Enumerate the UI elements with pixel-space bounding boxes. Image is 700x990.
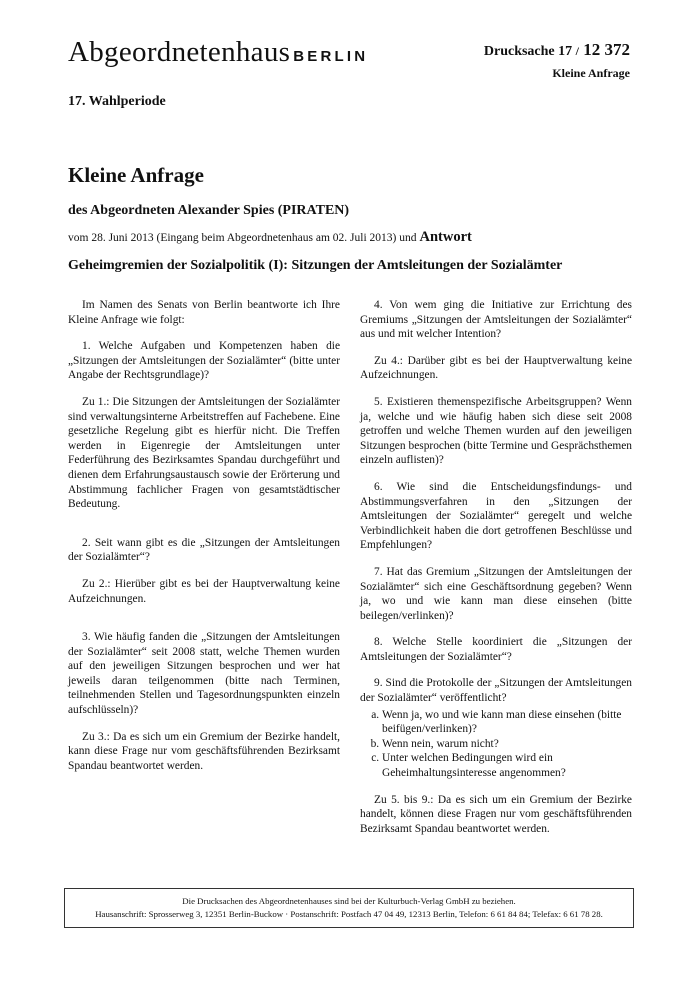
question-2: 2. Seit wann gibt es die „Sitzungen der Amtsleitungen der Sozialämter“? [68,536,340,564]
wahlperiode: 17. Wahlperiode [68,94,166,109]
page-title: Kleine Anfrage [68,163,204,187]
logo-main: Abgeordnetenhaus [68,36,291,68]
list-item: c. Unter welchen Bedingungen wird ein Geheimhaltungsinteresse angenommen? [382,751,632,780]
footer-line-1: Die Drucksachen des Abgeordnetenhauses sind bei der Kulturbuch-Verlag GmbH zu beziehen. [182,896,516,906]
drucksache-block [484,40,630,81]
answer-5-9: Zu 5. bis 9.: Da es sich um ein Gremium der Bezirke handelt, können diese Fragen nur vom geschäftsführenden Bezirksamt Spandau beantwortet werden. [360,793,632,835]
question-9-list [360,708,632,781]
drucksache-number: Drucksache 17 / 12 372 [483,40,630,59]
question-4: 4. Von wem ging die Initiative zur Errichtung des Gremiums „Sitzungen der Amtsleitungen der Sozialämter“ aus und mit welcher Intention? [360,299,632,341]
logo-city: BERLIN [293,48,369,65]
antwort-label: Antwort [419,229,472,245]
date-line: vom 28. Juni 2013 (Eingang beim Abgeordnetenhaus am 02. Juli 2013) und Antwort [68,229,472,245]
answer-1: Zu 1.: Die Sitzungen der Amtsleitungen der Sozialämter sind verwaltungsinterne Arbeitstreffen auf Fachebene. Eine gesetzliche Regelung gibt es hierfür nicht. Die Treffen werden in Eigenregie der Amtsleitungen unter Federführung des Bezirksamtes Spandau durchgeführt und dienen dem Erfahrungsaustausch sowie der Erörterung und Abstimmung fachlicher Fragen von gesamtstädtischer Bedeutung. [68,395,340,511]
question-8: 8. Welche Stelle koordiniert die „Sitzungen der Amtsleitungen der Sozialämter“? [360,636,632,663]
footer-line-2: Hausanschrift: Sprosserweg 3, 12351 Berlin-Buckow · Postanschrift: Postfach 47 04 49, 12313 Berlin, Telefon: 6 61 84 84; Telefax: 6 61 78 28. [95,909,603,919]
answer-3: Zu 3.: Da es sich um ein Gremium der Bezirke handelt, kann diese Frage nur vom geschäftsführenden Bezirksamt Spandau beantwortet werden. [68,730,340,772]
question-3: 3. Wie häufig fanden die „Sitzungen der Amtsleitungen der Sozialämter“ seit 2008 statt, welche Themen wurden auf den jeweiligen Sitzungen besprochen und wer hat jeweils daran teilgenommen (bitte nach Terminen, teilnehmenden Stellen und Tagesordnungspunkten einzeln aufschlüsseln)? [68,631,340,717]
right-column [360,298,632,848]
footer-box [64,888,634,928]
question-9: 9. Sind die Protokolle der „Sitzungen der Amtsleitungen der Sozialämter“ veröffentlicht? [360,677,632,705]
question-6: 6. Wie sind die Entscheidungsfindungs- und Abstimmungsverfahren in den „Sitzungen der Amtsleitungen der Sozialämter“ geregelt und welche Verbindlichkeit haben die dort getroffenen Beschlüsse und Empfehlungen? [360,480,632,552]
subject-heading: Geheimgremien der Sozialpolitik (I): Sitzungen der Amtsleitungen der Sozialämter [68,258,563,273]
left-column [68,298,340,785]
logo [68,36,368,69]
question-5: 5. Existieren themenspezifische Arbeitsgruppen? Wenn ja, welche und wie häufig haben sich diese seit 2008 getroffen und welche Themen wurden auf den jeweiligen Sitzungen besprochen (bitte Termine und Gesprächsthemen einzeln auflisten)? [360,395,632,467]
answer-4: Zu 4.: Darüber gibt es bei der Hauptverwaltung keine Aufzeichnungen. [360,354,632,382]
list-item: a. Wenn ja, wo und wie kann man diese einsehen (bitte beifügen/verlinken)? [382,708,632,737]
doc-type: Kleine Anfrage [552,66,630,80]
question-1: 1. Welche Aufgaben und Kompetenzen haben die „Sitzungen der Amtsleitungen der Sozialämter“ (bitte unter Angabe der Rechtsgrundlage)? [68,340,340,382]
list-item: b. Wenn nein, warum nicht? [382,737,632,752]
answer-2: Zu 2.: Hierüber gibt es bei der Hauptverwaltung keine Aufzeichnungen. [68,577,340,605]
intro-paragraph: Im Namen des Senats von Berlin beantworte ich Ihre Kleine Anfrage wie folgt: [68,299,340,326]
author-line: des Abgeordneten Alexander Spies (PIRATEN) [68,203,350,218]
question-7: 7. Hat das Gremium „Sitzungen der Amtsleitungen der Sozialämter“ sich eine Geschäftsordnung gegeben? Wenn ja, wo und wie kann man diese einsehen (bitte beilegen/verlinken)? [360,565,632,622]
